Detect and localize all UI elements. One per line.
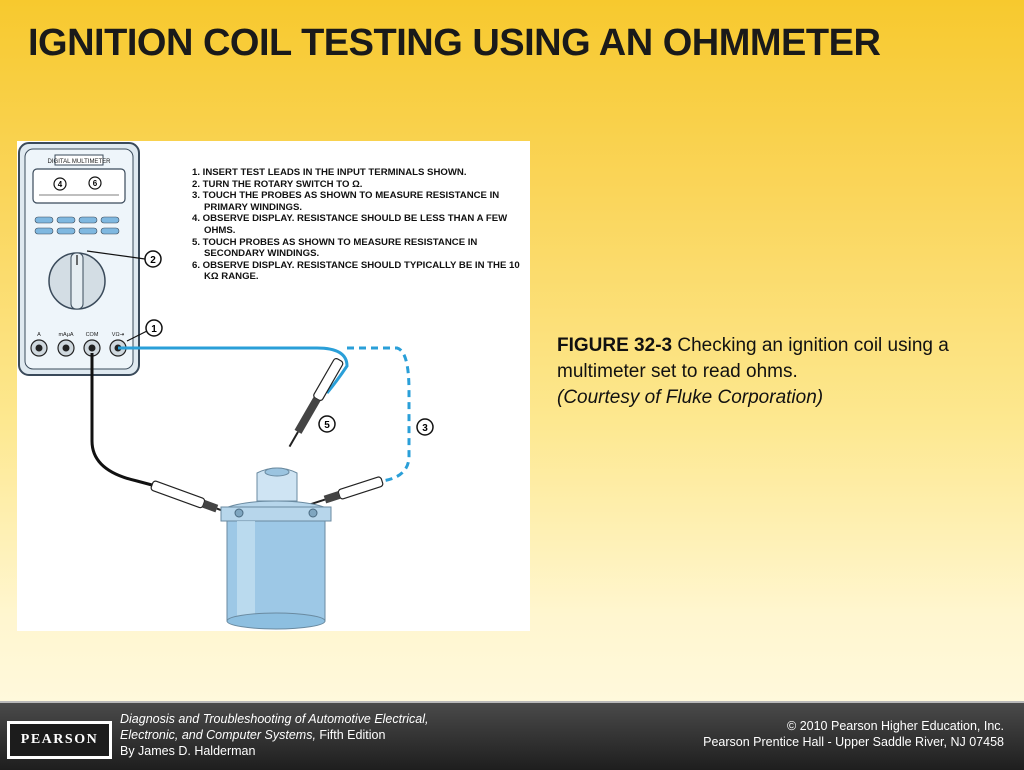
- slide-title: IGNITION COIL TESTING USING AN OHMMETER: [28, 22, 881, 64]
- meter-display: [33, 169, 125, 203]
- publisher-line: Pearson Prentice Hall - Upper Saddle River, NJ 07458: [703, 735, 1004, 749]
- meter-title: DIGITAL MULTIMETER: [47, 159, 111, 165]
- instruction-item: 1. INSERT TEST LEADS IN THE INPUT TERMINALS SHOWN.: [192, 167, 467, 178]
- ignition-coil: [221, 468, 331, 629]
- figure-illustration: [17, 141, 530, 631]
- instruction-item: 6. OBSERVE DISPLAY. RESISTANCE SHOULD TYPICALLY BE IN THE 10 KΩ RANGE.: [192, 259, 520, 283]
- book-info: [120, 711, 500, 759]
- book-author: By James D. Halderman: [120, 744, 256, 758]
- figure-number: FIGURE 32-3: [557, 335, 673, 356]
- callout-1-label: 1: [151, 324, 157, 335]
- figure-caption: [557, 333, 977, 411]
- callout-3-label: 3: [422, 423, 428, 434]
- callout-4-label: 4: [57, 180, 63, 189]
- black-probe: [150, 480, 231, 518]
- book-edition: Fifth Edition: [315, 728, 386, 742]
- callout-6-label: 6: [92, 179, 98, 188]
- callout-5-label: 5: [324, 420, 330, 431]
- caption-text: Checking an ignition coil using a multimeter set to read ohms.: [557, 335, 949, 382]
- instruction-item: 4. OBSERVE DISPLAY. RESISTANCE SHOULD BE LESS THAN A FEW OHMS.: [192, 213, 508, 236]
- footer-bar: [0, 701, 1024, 770]
- terminal-a-label: A: [37, 332, 41, 338]
- copyright-info: [604, 718, 1004, 750]
- terminal-v-ohm-label: VΩ⇥: [111, 332, 125, 338]
- instruction-item: 5. TOUCH PROBES AS SHOWN TO MEASURE RESISTANCE IN SECONDARY WINDINGS.: [192, 236, 478, 260]
- copyright-line: © 2010 Pearson Higher Education, Inc.: [787, 719, 1004, 733]
- v-ohm-lead-blue: [118, 348, 347, 393]
- instruction-item: 3. TOUCH THE PROBES AS SHOWN TO MEASURE RESISTANCE IN PRIMARY WINDINGS.: [192, 190, 500, 213]
- caption-courtesy: (Courtesy of Fluke Corporation): [557, 387, 824, 408]
- primary-probe: [309, 476, 383, 509]
- multimeter: [19, 143, 162, 375]
- terminal-com-label: COM: [85, 332, 99, 338]
- book-title-line2: Electronic, and Computer Systems,: [120, 728, 316, 742]
- pearson-logo: [7, 721, 112, 759]
- pearson-logo-text: PEARSON: [10, 724, 109, 756]
- secondary-probe: [285, 358, 344, 450]
- instruction-item: 2. TURN THE ROTARY SWITCH TO Ω.: [192, 178, 363, 190]
- terminal-ma-label: mAµA: [58, 332, 74, 338]
- book-title-line1: Diagnosis and Troubleshooting of Automotive Electrical,: [120, 712, 429, 726]
- callout-2-label: 2: [150, 255, 156, 266]
- alternate-lead-dashed: [347, 348, 409, 481]
- instructions-list: [192, 167, 527, 283]
